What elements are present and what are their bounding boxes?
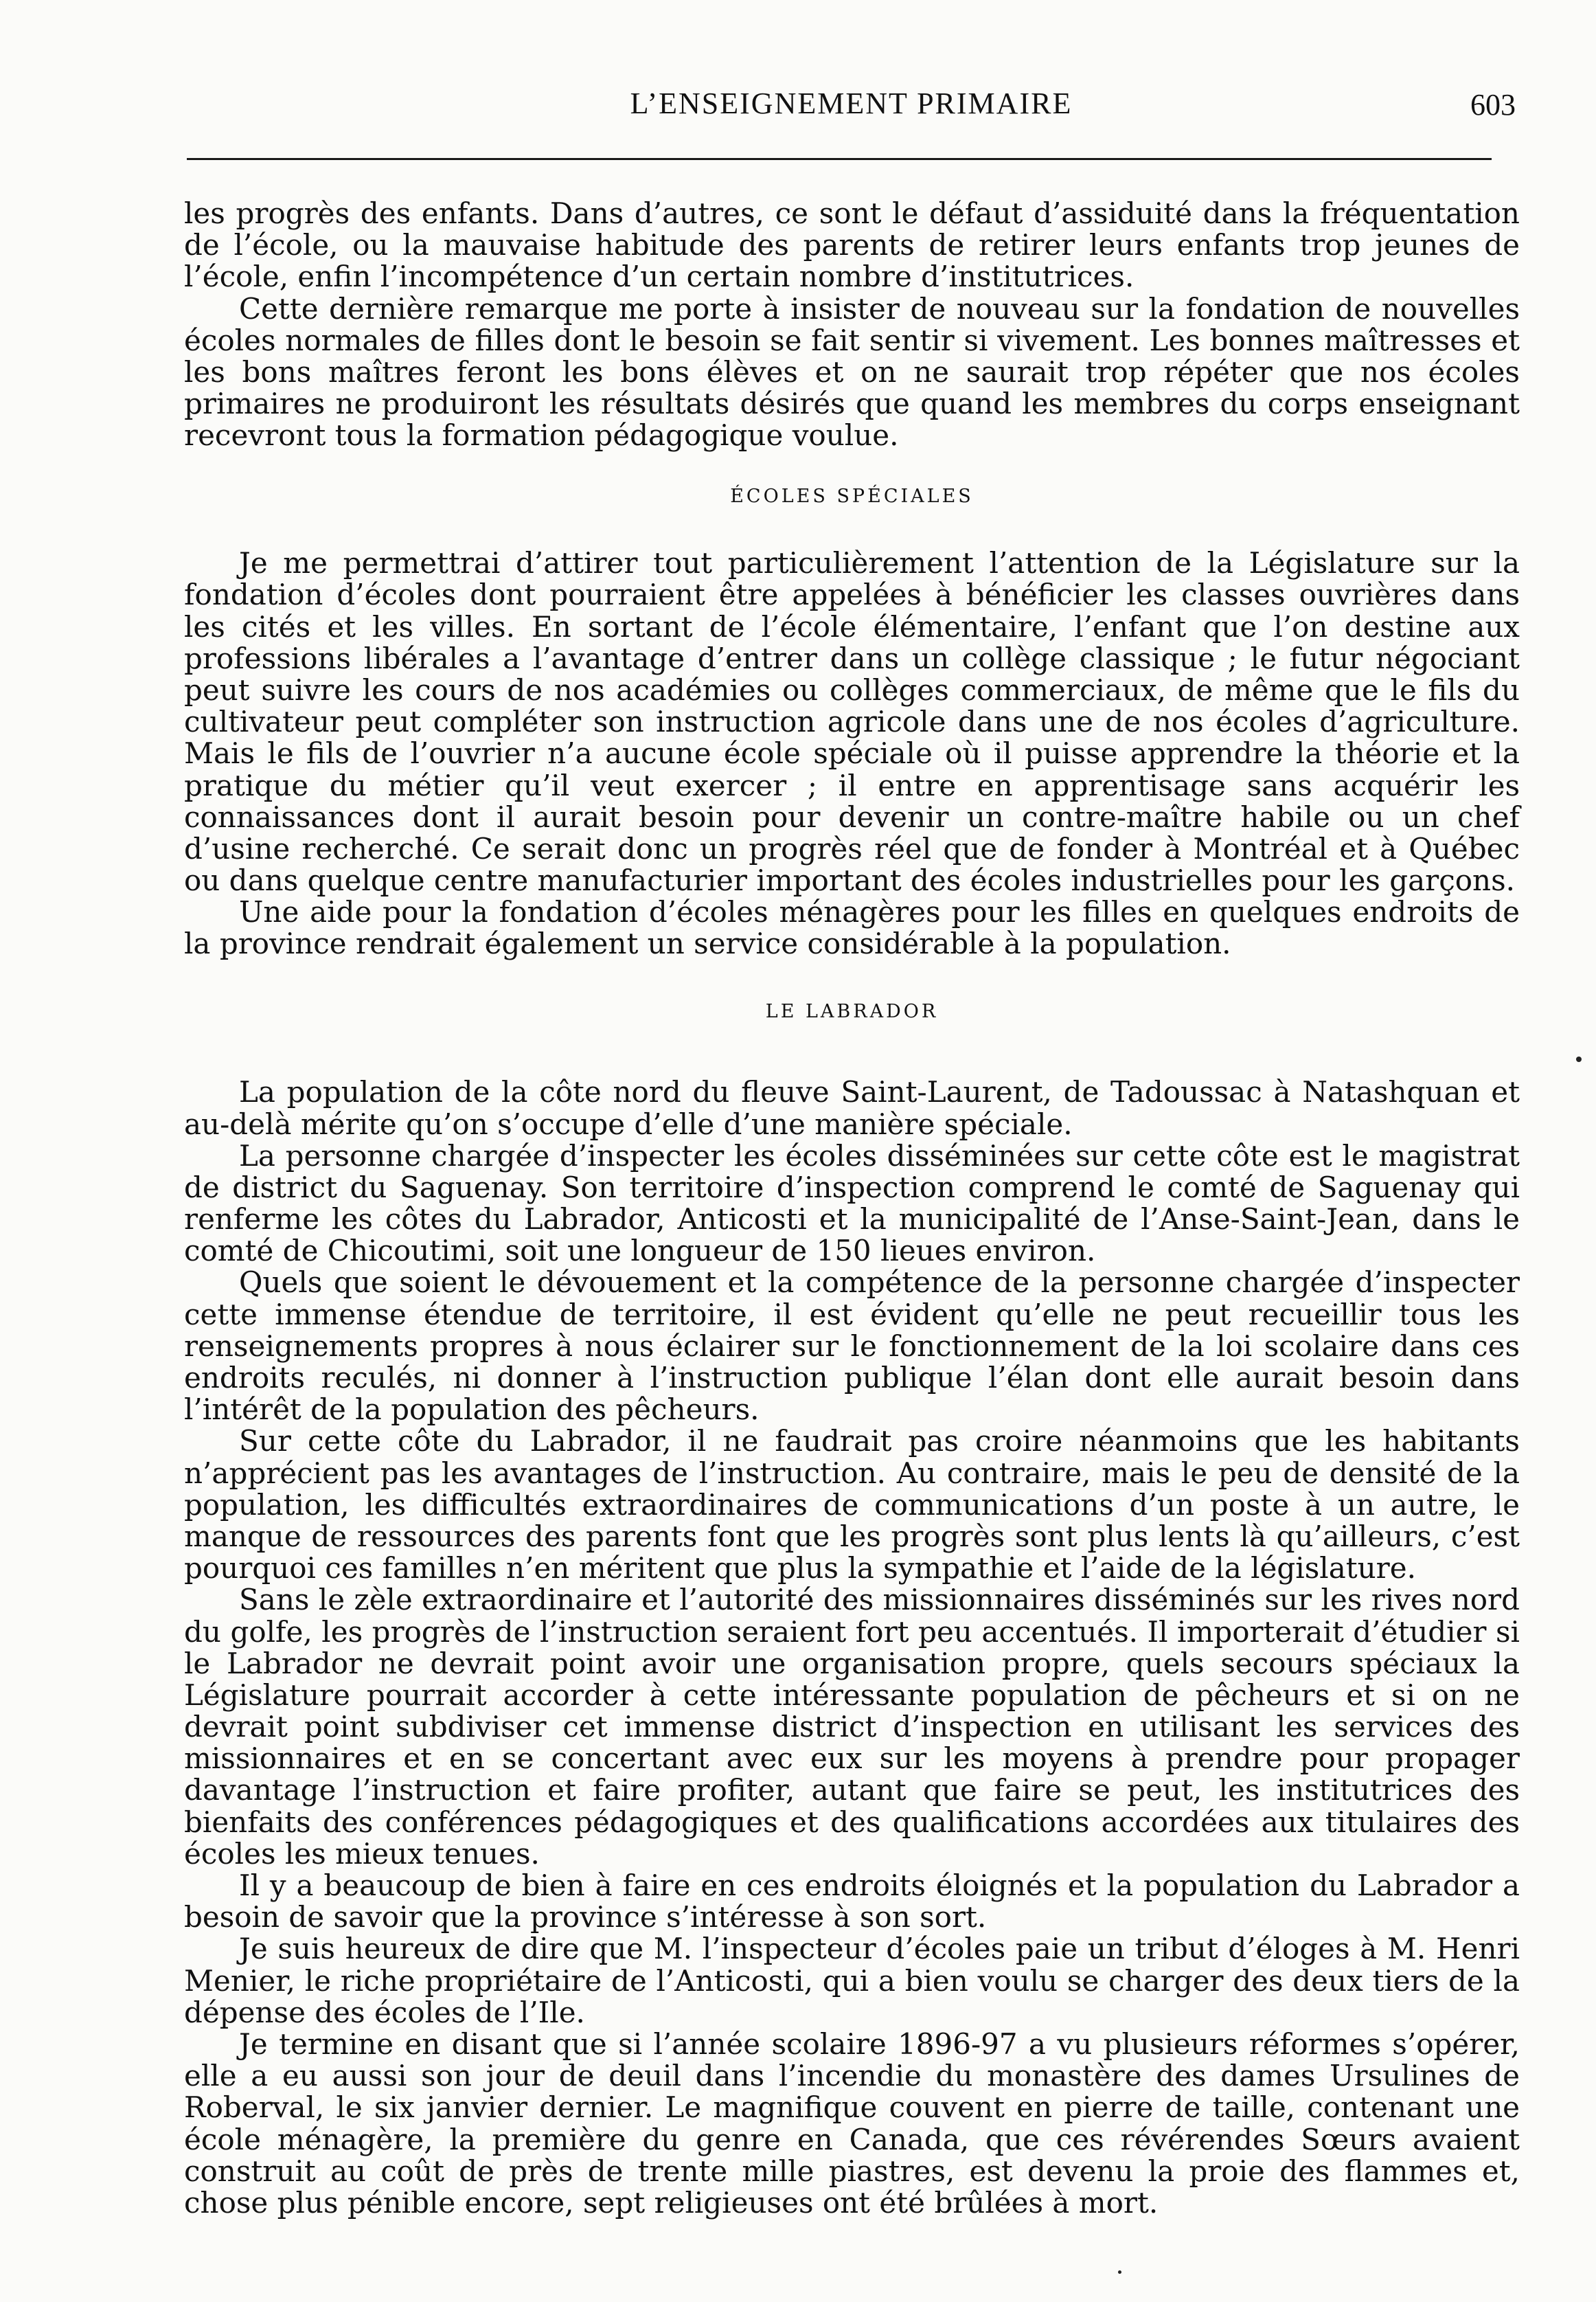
paragraph: Sans le zèle extraordinaire et l’autorité des missionnaires disséminés sur les rives nord du golfe, les progrès de l’instruction seraient fort peu accentués. Il importerait d’étudier si le Labrador ne devrait point avoir une organisation propre, quels secours spéciaux la Législature pourrait accorder à cette intéressante population de pêcheurs et si on ne devrait point subdiviser cet immense district d’inspection en utilisant les services des missionnaires et en se concertant avec eux sur les moyens à prendre pour propager davantage l’instruction et faire profiter, autant que faire se peut, les institutrices des bienfaits des conférences pédagogiques et des qualifications accordées aux titulaires des écoles les mieux tenues. <box>184 1583 1520 1871</box>
print-speck <box>1576 1057 1582 1062</box>
paragraph: Une aide pour la fondation d’écoles ménagères pour les filles en quelques endroits de la province rendrait également un service considérable à la population. <box>184 895 1520 961</box>
body-text <box>184 198 1520 2219</box>
paragraph: Je suis heureux de dire que M. l’inspecteur d’écoles paie un tribut d’éloges à M. Henri Menier, le riche propriétaire de l’Anticosti, qui a bien voulu se charger des deux tiers de la dépense des écoles de l’Ile. <box>184 1932 1520 2029</box>
header-rule <box>187 158 1492 160</box>
paragraph: Quels que soient le dévouement et la compétence de la personne chargée d’inspecter cette immense étendue de territoire, il est évident qu’elle ne peut recueillir tous les renseignements propres à nous éclairer sur le fonctionnement de la loi scolaire dans ces endroits reculés, ni donner à l’instruction publique l’élan dont elle aurait besoin dans l’intérêt de la population des pêcheurs. <box>184 1265 1520 1427</box>
running-title: L’ENSEIGNEMENT PRIMAIRE <box>630 87 1073 120</box>
paragraph: Sur cette côte du Labrador, il ne faudrait pas croire néanmoins que les habitants n’apprécient pas les avantages de l’instruction. Au contraire, mais le peu de densité de la population, les difficultés extraordinaires de communications d’un poste à un autre, le manque de ressources des parents font que les progrès sont plus lents là qu’ailleurs, c’est pourquoi ces familles n’en méritent que plus la sympathie et l’aide de la législature. <box>184 1424 1520 1586</box>
paragraph: Il y a beaucoup de bien à faire en ces endroits éloignés et la population du Labrador a besoin de savoir que la province s’intéresse à son sort. <box>184 1869 1520 1934</box>
page-number: 603 <box>1470 88 1516 122</box>
paragraph: La population de la côte nord du fleuve Saint-Laurent, de Tadoussac à Natashquan et au-delà mérite qu’on s’occupe d’elle d’une manière spéciale. <box>184 1075 1520 1141</box>
section-heading-labrador: LE LABRADOR <box>765 1000 939 1022</box>
section-heading-ecoles-speciales: ÉCOLES SPÉCIALES <box>730 485 974 507</box>
print-speck <box>1118 2270 1121 2274</box>
paragraph: Je termine en disant que si l’année scolaire 1896-97 a vu plusieurs réformes s’opérer, elle a eu aussi son jour de deuil dans l’incendie du monastère des dames Ursulines de Roberval, le six janvier dernier. Le magnifique couvent en pierre de taille, contenant une école ménagère, la première du genre en Canada, que ces révérendes Sœurs avaient construit au coût de près de trente mille piastres, est devenu la proie des flammes et, chose plus pénible encore, sept religieuses ont été brûlées à mort. <box>184 2027 1520 2220</box>
paragraph: La personne chargée d’inspecter les écoles disséminées sur cette côte est le magistrat de district du Saguenay. Son territoire d’inspection comprend le comté de Saguenay qui renferme les côtes du Labrador, Anticosti et la municipalité de l’Anse-Saint-Jean, dans le comté de Chicoutimi, soit une longueur de 150 lieues environ. <box>184 1138 1520 1268</box>
page-header <box>187 86 1516 141</box>
paragraph: Cette dernière remarque me porte à insister de nouveau sur la fondation de nouvelles écoles normales de filles dont le besoin se fait sentir si vivement. Les bonnes maîtresses et les bons maîtres feront les bons élèves et on ne saurait trop répéter que nos écoles primaires ne produiront les résultats désirés que quand les membres du corps enseignant recevront tous la formation pédagogique voulue. <box>184 291 1520 453</box>
paragraph: les progrès des enfants. Dans d’autres, ce sont le défaut d’assiduité dans la fréquentation de l’école, ou la mauvaise habitude des parents de retirer leurs enfants trop jeunes de l’école, enfin l’incompétence d’un certain nombre d’institutrices. <box>184 196 1520 294</box>
paragraph: Je me permettrai d’attirer tout particulièrement l’attention de la Législature sur la fondation d’écoles dont pourraient être appelées à bénéficier les classes ouvrières dans les cités et les villes. En sortant de l’école élémentaire, l’enfant que l’on destine aux professions libérales a l’avantage d’entrer dans un collège classique ; le futur négociant peut suivre les cours de nos académies ou collèges commerciaux, de même que le fils du cultivateur peut compléter son instruction agricole dans une de nos écoles d’agriculture. Mais le fils de l’ouvrier n’a aucune école spéciale où il puisse apprendre la théorie et la pratique du métier qu’il veut exercer ; il entre en apprentisage sans acquérir les connaissances dont il aurait besoin pour devenir un contre-maître habile ou un chef d’usine recherché. Ce serait donc un progrès réel que de fonder à Montréal et à Québec ou dans quelque centre manufacturier important des écoles industrielles pour les garçons. <box>184 546 1520 898</box>
